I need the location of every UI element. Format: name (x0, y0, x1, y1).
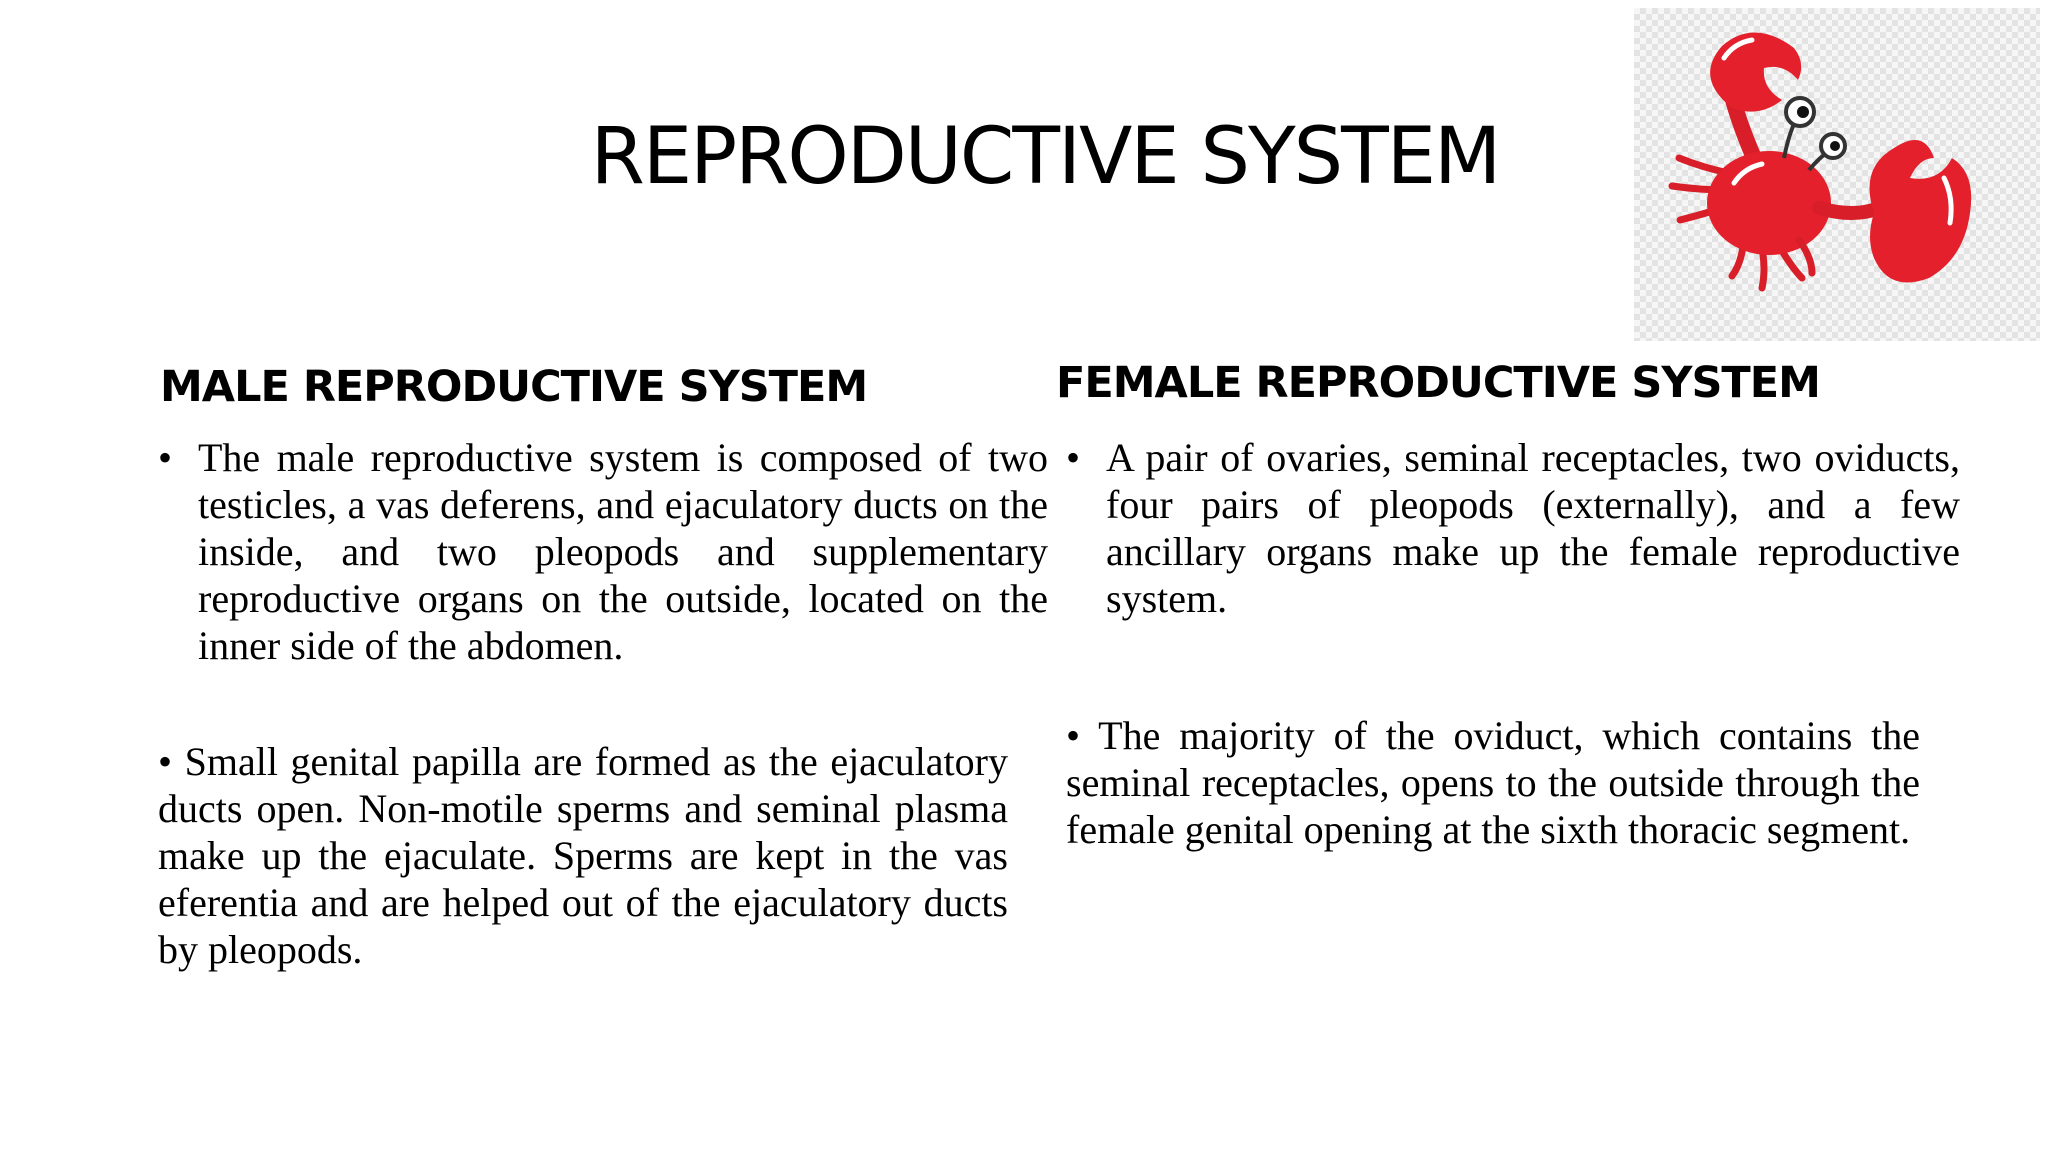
female-heading: FEMALE REPRODUCTIVE SYSTEM (1056, 358, 1820, 408)
upper-claw (1710, 32, 1801, 111)
slide-title: REPRODUCTIVE SYSTEM (590, 112, 1500, 202)
female-point-2: • The majority of the oviduct, which contains the seminal receptacles, opens to the outside through the female genital opening at the sixth thoracic segment. (1066, 713, 1920, 852)
right-claw (1870, 140, 1972, 283)
female-point-1-text: A pair of ovaries, seminal receptacles, two oviducts, four pairs of pleopods (externally), and a few ancillary organs make up the female reproductive system. (1106, 435, 1960, 621)
crab-image (1634, 8, 2040, 341)
male-point-2: • Small genital papilla are formed as the ejaculatory ducts open. Non-motile sperms and seminal plasma make up the ejaculate. Sperms are kept in the vas eferentia and are helped out of the ejaculatory ducts by pleopods. (158, 739, 1008, 972)
male-heading: MALE REPRODUCTIVE SYSTEM (160, 362, 868, 412)
female-point-1 (1066, 434, 1960, 622)
bullet: • (158, 435, 173, 480)
male-point-1 (158, 434, 1048, 669)
crab-icon (1634, 8, 2040, 341)
male-point-1-text: The male reproductive system is composed of two testicles, a vas deferens, and ejaculatory ducts on the inside, and two pleopods and supplementary reproductive organs on the outside, located on the inner side of the abdomen. (198, 435, 1048, 668)
bullet: • (1066, 435, 1081, 480)
